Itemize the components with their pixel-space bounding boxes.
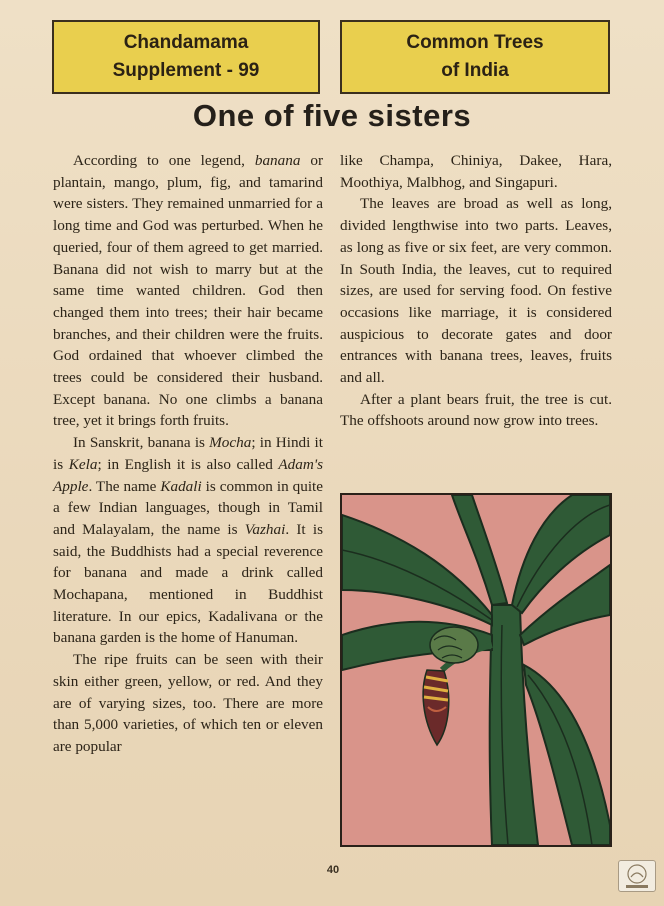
text-run: is common in quite a few Indian languages, though in Tamil and Malayalam, the name is: [53, 477, 323, 538]
italic-term: Kela: [68, 455, 98, 473]
series-header-line2: of India: [441, 60, 509, 81]
text-run: ; in English it is also called: [97, 455, 279, 473]
library-stamp-icon: [618, 860, 656, 892]
text-run: In Sanskrit, banana is: [73, 434, 210, 452]
italic-term: Adam's Apple: [53, 455, 323, 495]
paragraph-names: [53, 432, 323, 649]
text-run: . The name: [88, 477, 161, 495]
paragraph-fruits: The ripe fruits can be seen with their skin either green, yellow, or red. And they are of varying sizes, too. There are more than 5,000 varieties, of which ten or eleven are popular: [53, 651, 323, 755]
italic-term: Kadali: [160, 477, 202, 495]
paragraph-leaves: The leaves are broad as well as long, divided lengthwise into two parts. Leaves, as long as five or six feet, are very common. In South India, the leaves, cut to required sizes, are used for serving food. On festive occasions like marriage, it is considered auspicious to decorate gates and door entrances with banana trees, leaves, fruits and all.: [340, 195, 612, 387]
supplement-header-box: [52, 20, 320, 94]
text-run: ; in Hindi it is: [53, 434, 323, 473]
banana-tree-illustration: [340, 493, 612, 847]
text-run: . It is said, the Buddhists had a special reverence for banana and made a drink called Mochapana, mentioned in Buddhist literature. In our epics, Kadalivana or the banana garden is the home of Hanuman.: [53, 520, 323, 647]
italic-term: Vazhai: [244, 520, 286, 538]
paragraph-legend: [53, 150, 323, 432]
paragraph-offshoots: After a plant bears fruit, the tree is cut. The offshoots around now grow into trees.: [340, 390, 612, 430]
italic-term: banana: [254, 152, 301, 169]
series-header-box: [340, 20, 610, 94]
text-run: or plantain, mango, plum, fig, and tamarind were sisters. They remained unmarried for a long time and God was perturbed. When he queried, four of them agreed to get married. Banana did not wish to marry but at the same time wanted children. God then changed them into trees; their hair became branches, and their children were the fruits. God ordained that whoever climbed the trees could be considered their husband. Except banana. No one climbs a banana tree, yet it brings forth fruits.: [53, 152, 324, 430]
article-title: One of five sisters: [192, 98, 472, 133]
supplement-header-line2: Supplement - 99: [112, 60, 260, 81]
page-number: 40: [326, 864, 340, 876]
series-header-line1: Common Trees: [406, 32, 544, 53]
right-column: [340, 150, 612, 432]
paragraph-varieties: like Champa, Chiniya, Dakee, Hara, Moothiya, Malbhog, and Singapuri.: [340, 152, 612, 191]
left-column: [53, 150, 323, 758]
supplement-header-line1: Chandamama: [123, 32, 249, 53]
italic-term: Mocha: [209, 434, 252, 452]
text-run: According to one legend,: [73, 152, 255, 169]
